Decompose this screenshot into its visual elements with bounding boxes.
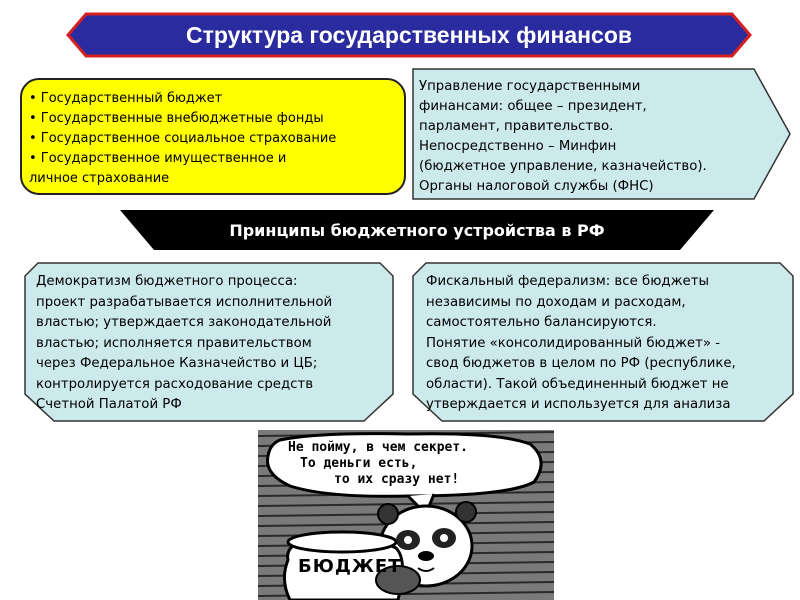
title-banner	[66, 12, 752, 58]
component-item: • Государственные внебюджетные фонды	[29, 111, 324, 126]
speech-line: Не пойму, в чем секрет.	[288, 440, 469, 455]
component-item: • Государственный бюджет	[29, 91, 223, 106]
principles-title: Принципы бюджетного устройства в РФ	[229, 220, 605, 240]
component-item: • Государственное имущественное и	[29, 151, 287, 166]
management-line: финансами: общее – президент,	[419, 99, 647, 114]
federalism-line: свод бюджетов в целом по РФ (республике,	[426, 356, 736, 371]
jar-label: БЮДЖЕТ	[298, 556, 402, 577]
democratism-line: Счетной Палатой РФ	[36, 397, 182, 412]
democratism-line: Демократизм бюджетного процесса:	[36, 274, 298, 289]
federalism-line: Фискальный федерализм: все бюджеты	[426, 274, 709, 289]
federalism-line: области). Такой объединенный бюджет не	[426, 376, 729, 392]
management-line: парламент, правительство.	[419, 119, 614, 134]
management-text	[419, 77, 764, 197]
federalism-line: независимы по доходам и расходам,	[426, 294, 686, 310]
democratism-box	[24, 262, 394, 422]
finance-components-list	[29, 89, 401, 189]
page-title: Структура государственных финансов	[185, 21, 633, 48]
democratism-line: проект разрабатывается исполнительной	[36, 294, 333, 310]
democratism-line: через Федеральное Казначейство и ЦБ;	[36, 356, 318, 371]
principles-banner	[120, 210, 714, 250]
democratism-line: контролируется расходование средств	[36, 376, 314, 392]
management-line: (бюджетное управление, казначейство).	[419, 159, 707, 174]
management-line: Непосредственно – Минфин	[419, 139, 617, 154]
speech-line: То деньги есть,	[300, 456, 418, 471]
management-line: Органы налоговой службы (ФНС)	[419, 179, 654, 194]
speech-line: то их сразу нет!	[334, 472, 460, 487]
cartoon-illustration	[258, 430, 554, 600]
federalism-box	[412, 262, 794, 422]
federalism-line: самостоятельно балансируются.	[426, 315, 657, 330]
democratism-line: властью; исполняется правительством	[36, 335, 312, 351]
finance-components-box	[20, 78, 406, 195]
management-box	[412, 68, 792, 200]
democratism-line: властью; утверждается законодательной	[36, 315, 332, 330]
component-item: личное страхование	[29, 171, 170, 186]
democratism-text	[36, 272, 386, 416]
component-item: • Государственное социальное страхование	[29, 131, 337, 146]
management-line: Управление государственными	[419, 79, 641, 94]
federalism-line: Понятие «консолидированный бюджет» -	[426, 335, 721, 351]
federalism-line: утверждается и используется для анализа	[426, 397, 731, 412]
federalism-text	[426, 272, 792, 416]
